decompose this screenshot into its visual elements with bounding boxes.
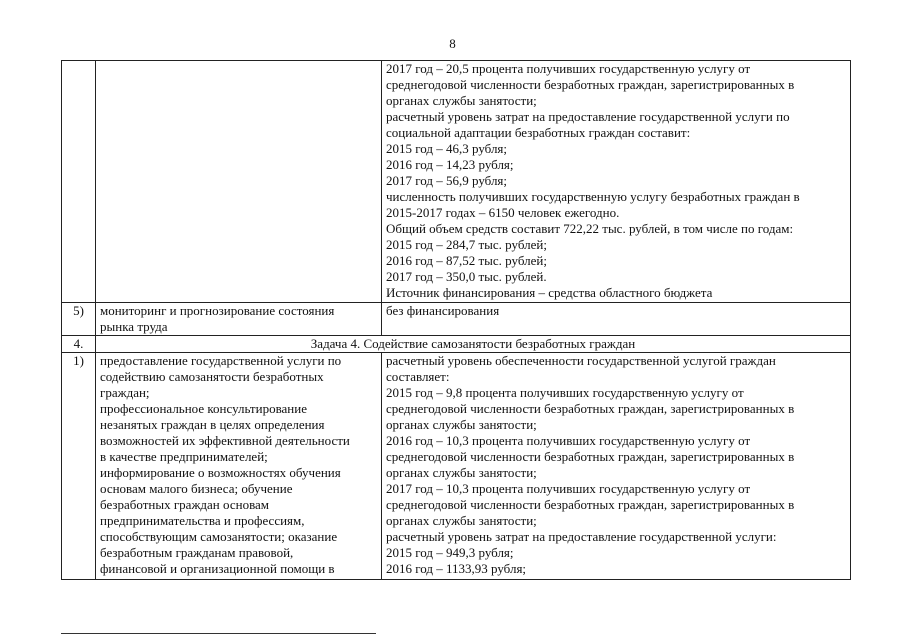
text-line: возможностей их эффективной деятельности	[100, 433, 350, 448]
text-line: численность получивших государственную услугу безработных граждан в	[386, 189, 800, 204]
text-line: способствующим самозанятости; оказание	[100, 529, 338, 544]
text-line: основам малого бизнеса; обучение	[100, 481, 293, 496]
text-line: профессиональное консультирование	[100, 401, 307, 416]
text-line: органах службы занятости;	[386, 513, 537, 528]
footnote-rule	[61, 633, 376, 634]
row-number-cell	[62, 61, 96, 303]
text-line: 2015 год – 949,3 рубля;	[386, 545, 514, 560]
text-line: 2016 год – 1133,93 рубля;	[386, 561, 527, 576]
measures-table	[61, 60, 851, 580]
indicators-cell	[382, 61, 851, 303]
text-line: 2016 год – 10,3 процента получивших государственную услугу от	[386, 433, 751, 448]
text-line: рынка труда	[100, 319, 168, 334]
table-row-self-employment	[62, 353, 851, 580]
text-line: финансовой и организационной помощи в	[100, 561, 335, 576]
indicators-cell	[382, 353, 851, 580]
text-line: расчетный уровень затрат на предоставление государственной услуги:	[386, 529, 777, 544]
text-line: содействию самозанятости безработных	[100, 369, 324, 384]
text-line: предпринимательства и профессиям,	[100, 513, 305, 528]
text-line: безработным гражданам правовой,	[100, 545, 294, 560]
row-number-cell: 5)	[62, 303, 96, 336]
text-line: среднегодовой численности безработных граждан, зарегистрированных в	[386, 401, 795, 416]
text-line: в качестве предпринимателей;	[100, 449, 268, 464]
table-row-monitoring	[62, 303, 851, 336]
text-line: 2015 год – 46,3 рубля;	[386, 141, 508, 156]
row-number-cell: 1)	[62, 353, 96, 580]
text-line: 2017 год – 350,0 тыс. рублей.	[386, 269, 547, 284]
table-row-task-4	[62, 336, 851, 353]
text-line: Источник финансирования – средства областного бюджета	[386, 285, 713, 300]
text-line: 2015 год – 284,7 тыс. рублей;	[386, 237, 547, 252]
text-line: безработных граждан основам	[100, 497, 270, 512]
text-line: органах службы занятости;	[386, 417, 537, 432]
text-line: среднегодовой численности безработных граждан, зарегистрированных в	[386, 497, 795, 512]
task-number-cell: 4.	[62, 336, 96, 353]
text-line: среднегодовой численности безработных граждан, зарегистрированных в	[386, 77, 795, 92]
measure-cell	[96, 303, 382, 336]
text-line: социальной адаптации безработных граждан составит:	[386, 125, 691, 140]
text-line: 2015-2017 годах – 6150 человек ежегодно.	[386, 205, 620, 220]
measure-cell	[96, 61, 382, 303]
text-line: информирование о возможностях обучения	[100, 465, 341, 480]
text-line: среднегодовой численности безработных граждан, зарегистрированных в	[386, 449, 795, 464]
text-line: расчетный уровень затрат на предоставление государственной услуги по	[386, 109, 790, 124]
text-line: 2016 год – 87,52 тыс. рублей;	[386, 253, 547, 268]
text-line: граждан;	[100, 385, 150, 400]
text-line: 2017 год – 20,5 процента получивших государственную услугу от	[386, 61, 751, 76]
text-line: 2017 год – 10,3 процента получивших государственную услугу от	[386, 481, 751, 496]
text-line: 2016 год – 14,23 рубля;	[386, 157, 514, 172]
text-line: предоставление государственной услуги по	[100, 353, 342, 368]
text-line: органах службы занятости;	[386, 465, 537, 480]
text-line: расчетный уровень обеспеченности государственной услугой граждан	[386, 353, 776, 368]
text-line: 2017 год – 56,9 рубля;	[386, 173, 508, 188]
text-line: 2015 год – 9,8 процента получивших государственную услугу от	[386, 385, 744, 400]
measure-cell	[96, 353, 382, 580]
table-row-continuation	[62, 61, 851, 303]
text-line: Общий объем средств составит 722,22 тыс. рублей, в том числе по годам:	[386, 221, 794, 236]
text-line: без финансирования	[386, 303, 500, 318]
page-number: 8	[449, 36, 456, 51]
task-title-cell: Задача 4. Содействие самозанятости безработных граждан	[96, 336, 851, 353]
text-line: органах службы занятости;	[386, 93, 537, 108]
text-line: составляет:	[386, 369, 450, 384]
text-line: незанятых граждан в целях определения	[100, 417, 325, 432]
text-line: мониторинг и прогнозирование состояния	[100, 303, 335, 318]
indicators-cell	[382, 303, 851, 336]
